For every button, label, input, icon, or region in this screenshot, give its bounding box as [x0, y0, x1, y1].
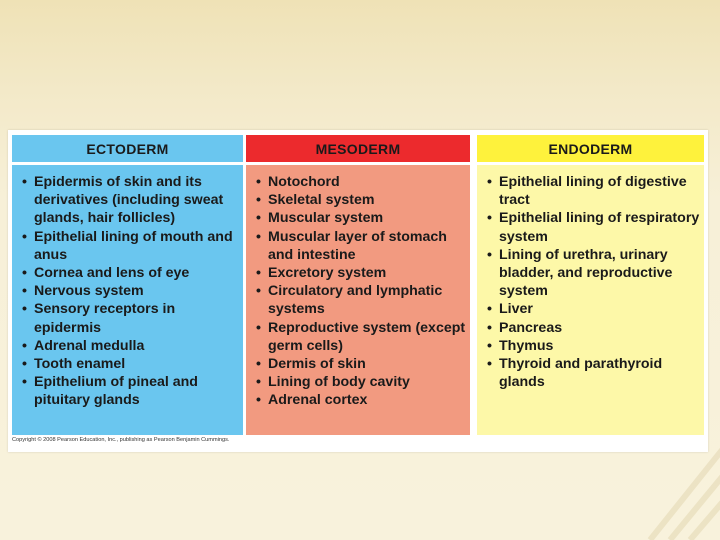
list-item: [256, 191, 466, 209]
list-item: [22, 228, 239, 264]
bullet-icon: •: [22, 374, 27, 391]
list-item: [487, 300, 700, 318]
list-item-text: Muscular system: [268, 210, 384, 227]
bullet-icon: •: [487, 356, 492, 373]
list-item: [22, 264, 239, 282]
endoderm-column: [477, 135, 704, 435]
bullet-icon: •: [22, 301, 27, 318]
bullet-icon: •: [487, 210, 492, 227]
list-item: [256, 264, 466, 282]
list-item: [487, 355, 700, 391]
mesoderm-header: MESODERM: [246, 135, 470, 162]
mesoderm-column: [246, 135, 470, 435]
list-item-text: Epithelial lining of digestive tract: [499, 174, 687, 209]
bullet-icon: •: [256, 374, 261, 391]
germ-layer-figure: [8, 130, 708, 452]
bullet-icon: •: [256, 192, 261, 209]
list-item-text: Epithelial lining of mouth and anus: [34, 228, 233, 263]
list-item-text: Reproductive system (except germ cells): [268, 319, 466, 354]
bullet-icon: •: [22, 337, 27, 354]
list-item-text: Skeletal system: [268, 192, 375, 209]
list-item-text: Epidermis of skin and its derivatives (including sweat glands, hair follicles): [34, 174, 224, 227]
list-item: [256, 228, 466, 264]
list-item: [256, 209, 466, 227]
bullet-icon: •: [487, 246, 492, 263]
list-item-text: Liver: [499, 301, 533, 318]
bullet-icon: •: [22, 174, 27, 190]
ectoderm-header: ECTODERM: [12, 135, 243, 162]
list-item-text: Adrenal cortex: [268, 392, 368, 409]
list-item: [22, 355, 239, 373]
bullet-icon: •: [487, 337, 492, 354]
list-item-text: Excretory system: [268, 265, 387, 282]
list-item-text: Lining of urethra, urinary bladder, and reproductive system: [499, 246, 673, 300]
bullet-icon: •: [22, 228, 27, 245]
list-item-text: Circulatory and lymphatic systems: [268, 283, 443, 318]
bullet-icon: •: [256, 356, 261, 373]
list-item: [256, 173, 466, 191]
list-item: [256, 391, 466, 409]
bullet-icon: •: [256, 283, 261, 300]
list-item-text: Thyroid and parathyroid glands: [499, 356, 663, 391]
list-item-text: Adrenal medulla: [34, 337, 145, 354]
list-item-text: Sensory receptors in epidermis: [34, 301, 176, 336]
bullet-icon: •: [256, 319, 261, 336]
ectoderm-column: [12, 135, 243, 435]
list-item: [256, 319, 466, 355]
mesoderm-list: [246, 165, 470, 410]
list-item-text: Cornea and lens of eye: [34, 265, 190, 282]
list-item: [22, 173, 239, 228]
list-item: [256, 282, 466, 318]
list-item: [487, 319, 700, 337]
mesoderm-body: [246, 165, 470, 435]
bullet-icon: •: [256, 210, 261, 227]
bullet-icon: •: [487, 174, 492, 190]
ectoderm-list: [12, 165, 243, 410]
bullet-icon: •: [256, 392, 261, 409]
list-item-text: Tooth enamel: [34, 356, 126, 373]
bullet-icon: •: [22, 356, 27, 373]
bullet-icon: •: [256, 228, 261, 245]
list-item-text: Pancreas: [499, 319, 563, 336]
bullet-icon: •: [487, 301, 492, 318]
list-item-text: Lining of body cavity: [268, 374, 410, 391]
list-item: [22, 300, 239, 336]
list-item: [256, 373, 466, 391]
list-item-text: Epithelial lining of respiratory system: [499, 210, 700, 245]
list-item: [256, 355, 466, 373]
list-item: [487, 246, 700, 301]
list-item: [487, 173, 700, 209]
list-item: [22, 373, 239, 409]
list-item-text: Muscular layer of stomach and intestine: [268, 228, 447, 263]
list-item-text: Thymus: [499, 337, 554, 354]
list-item-text: Nervous system: [34, 283, 144, 300]
ectoderm-body: [12, 165, 243, 435]
bullet-icon: •: [256, 265, 261, 282]
list-item: [22, 282, 239, 300]
list-item-text: Epithelium of pineal and pituitary glands: [34, 374, 198, 409]
bullet-icon: •: [22, 265, 27, 282]
list-item: [487, 337, 700, 355]
endoderm-header: ENDODERM: [477, 135, 704, 162]
endoderm-body: [477, 165, 704, 435]
list-item-text: Dermis of skin: [268, 356, 366, 373]
list-item-text: Notochord: [268, 174, 340, 190]
list-item: [487, 209, 700, 245]
bullet-icon: •: [487, 319, 492, 336]
bullet-icon: •: [256, 174, 261, 190]
bullet-icon: •: [22, 283, 27, 300]
list-item: [22, 337, 239, 355]
copyright-text: Copyright © 2008 Pearson Education, Inc., publishing as Pearson Benjamin Cummings.: [12, 437, 230, 443]
endoderm-list: [477, 165, 704, 391]
